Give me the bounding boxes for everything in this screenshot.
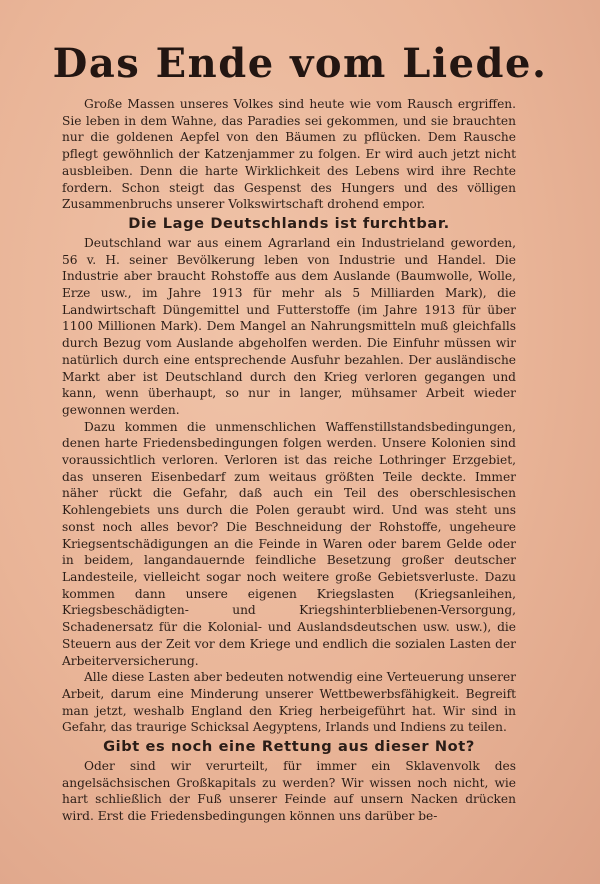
section-heading-rescue: Gibt es noch eine Rettung aus dieser Not?	[103, 738, 475, 756]
intro-paragraph: Große Massen unseres Volkes sind heute wie vom Rausch ergriffen. Sie leben in dem Wahne, das Paradies sei gekommen, und sie brauchten nur die goldenen Aepfel von den Bäumen zu pflücken. Dem Rausche pflegt gewöhnlich der Katzenjammer zu folgen. Er wird auch jetzt nicht ausbleiben. Denn die harte Wirklichkeit des Lebens wird ihre Rechte fordern. Schon steigt das Gespenst des Hungers und des völligen Zusammenbruchs unserer Volkswirtschaft drohend empor.	[62, 97, 516, 212]
body-paragraph: Dazu kommen die unmenschlichen Waffenstillstandsbedingungen, denen harte Friedensbedingungen folgen werden. Unsere Kolonien sind voraussichtlich verloren. Verloren ist das reiche Lothringer Erzgebiet, das unseren Eisenbedarf zum weitaus größten Teile deckte. Immer näher rückt die Gefahr, daß auch ein Teil des oberschlesischen Kohlengebiets uns durch die Polen geraubt wird. Und was steht uns sonst noch alles bevor? Die Beschneidung der Rohstoffe, ungeheure Kriegsentschädigungen an die Feinde in Waren oder barem Gelde oder in beidem, langandauernde feindliche Besetzung großer deutscher Landesteile, vielleicht sogar noch weitere große Gebietsverluste. Dazu kommen dann unsere eigenen Kriegslasten (Kriegsanleihen, Kriegsbeschädigten- und Kriegshinterbliebenen-Versorgung, Schadenersatz für die Kolonial- und Auslandsdeutschen usw. usw.), die Steuern aus der Zeit vor dem Kriege und endlich die sozialen Lasten der Arbeiterversicherung.	[62, 419, 516, 668]
page-title: Das Ende vom Liede.	[52, 40, 548, 87]
body-paragraph: Alle diese Lasten aber bedeuten notwendig eine Verteuerung unserer Arbeit, darum eine Minderung unserer Wettbewerbsfähigkeit. Begreift man jetzt, weshalb England den Krieg herbeigeführt hat. Wir sind in Gefahr, das traurige Schicksal Aegyptens, Irlands und Indiens zu teilen.	[62, 670, 516, 735]
body-paragraph: Deutschland war aus einem Agrarland ein Industrieland geworden, 56 v. H. seiner Bevölkerung leben von Industrie und Handel. Die Industrie aber braucht Rohstoffe aus dem Auslande (Baumwolle, Wolle, Erze usw., im Jahre 1913 für mehr als 5 Milliarden Mark), die Landwirtschaft Düngemittel und Futterstoffe (im Jahre 1913 für über 1100 Millionen Mark). Dem Mangel an Nahrungsmitteln muß gleichfalls durch Bezug vom Auslande abgeholfen werden. Die Einfuhr müssen wir natürlich durch eine entsprechende Ausfuhr bezahlen. Der ausländische Markt aber ist Deutschland durch den Krieg verloren gegangen und kann, wenn überhaupt, so nur in langer, mühsamer Arbeit wieder gewonnen werden.	[62, 235, 516, 417]
section-heading-situation: Die Lage Deutschlands ist furchtbar.	[128, 214, 450, 232]
body-paragraph: Oder sind wir verurteilt, für immer ein Sklavenvolk des angelsächsischen Großkapitals zu werden? Wir wissen noch nicht, wie hart schließlich der Fuß unserer Feinde auf unsern Nacken drücken wird. Erst die Friedensbedingungen können uns darüber be-	[62, 759, 516, 824]
document-body	[62, 96, 516, 825]
